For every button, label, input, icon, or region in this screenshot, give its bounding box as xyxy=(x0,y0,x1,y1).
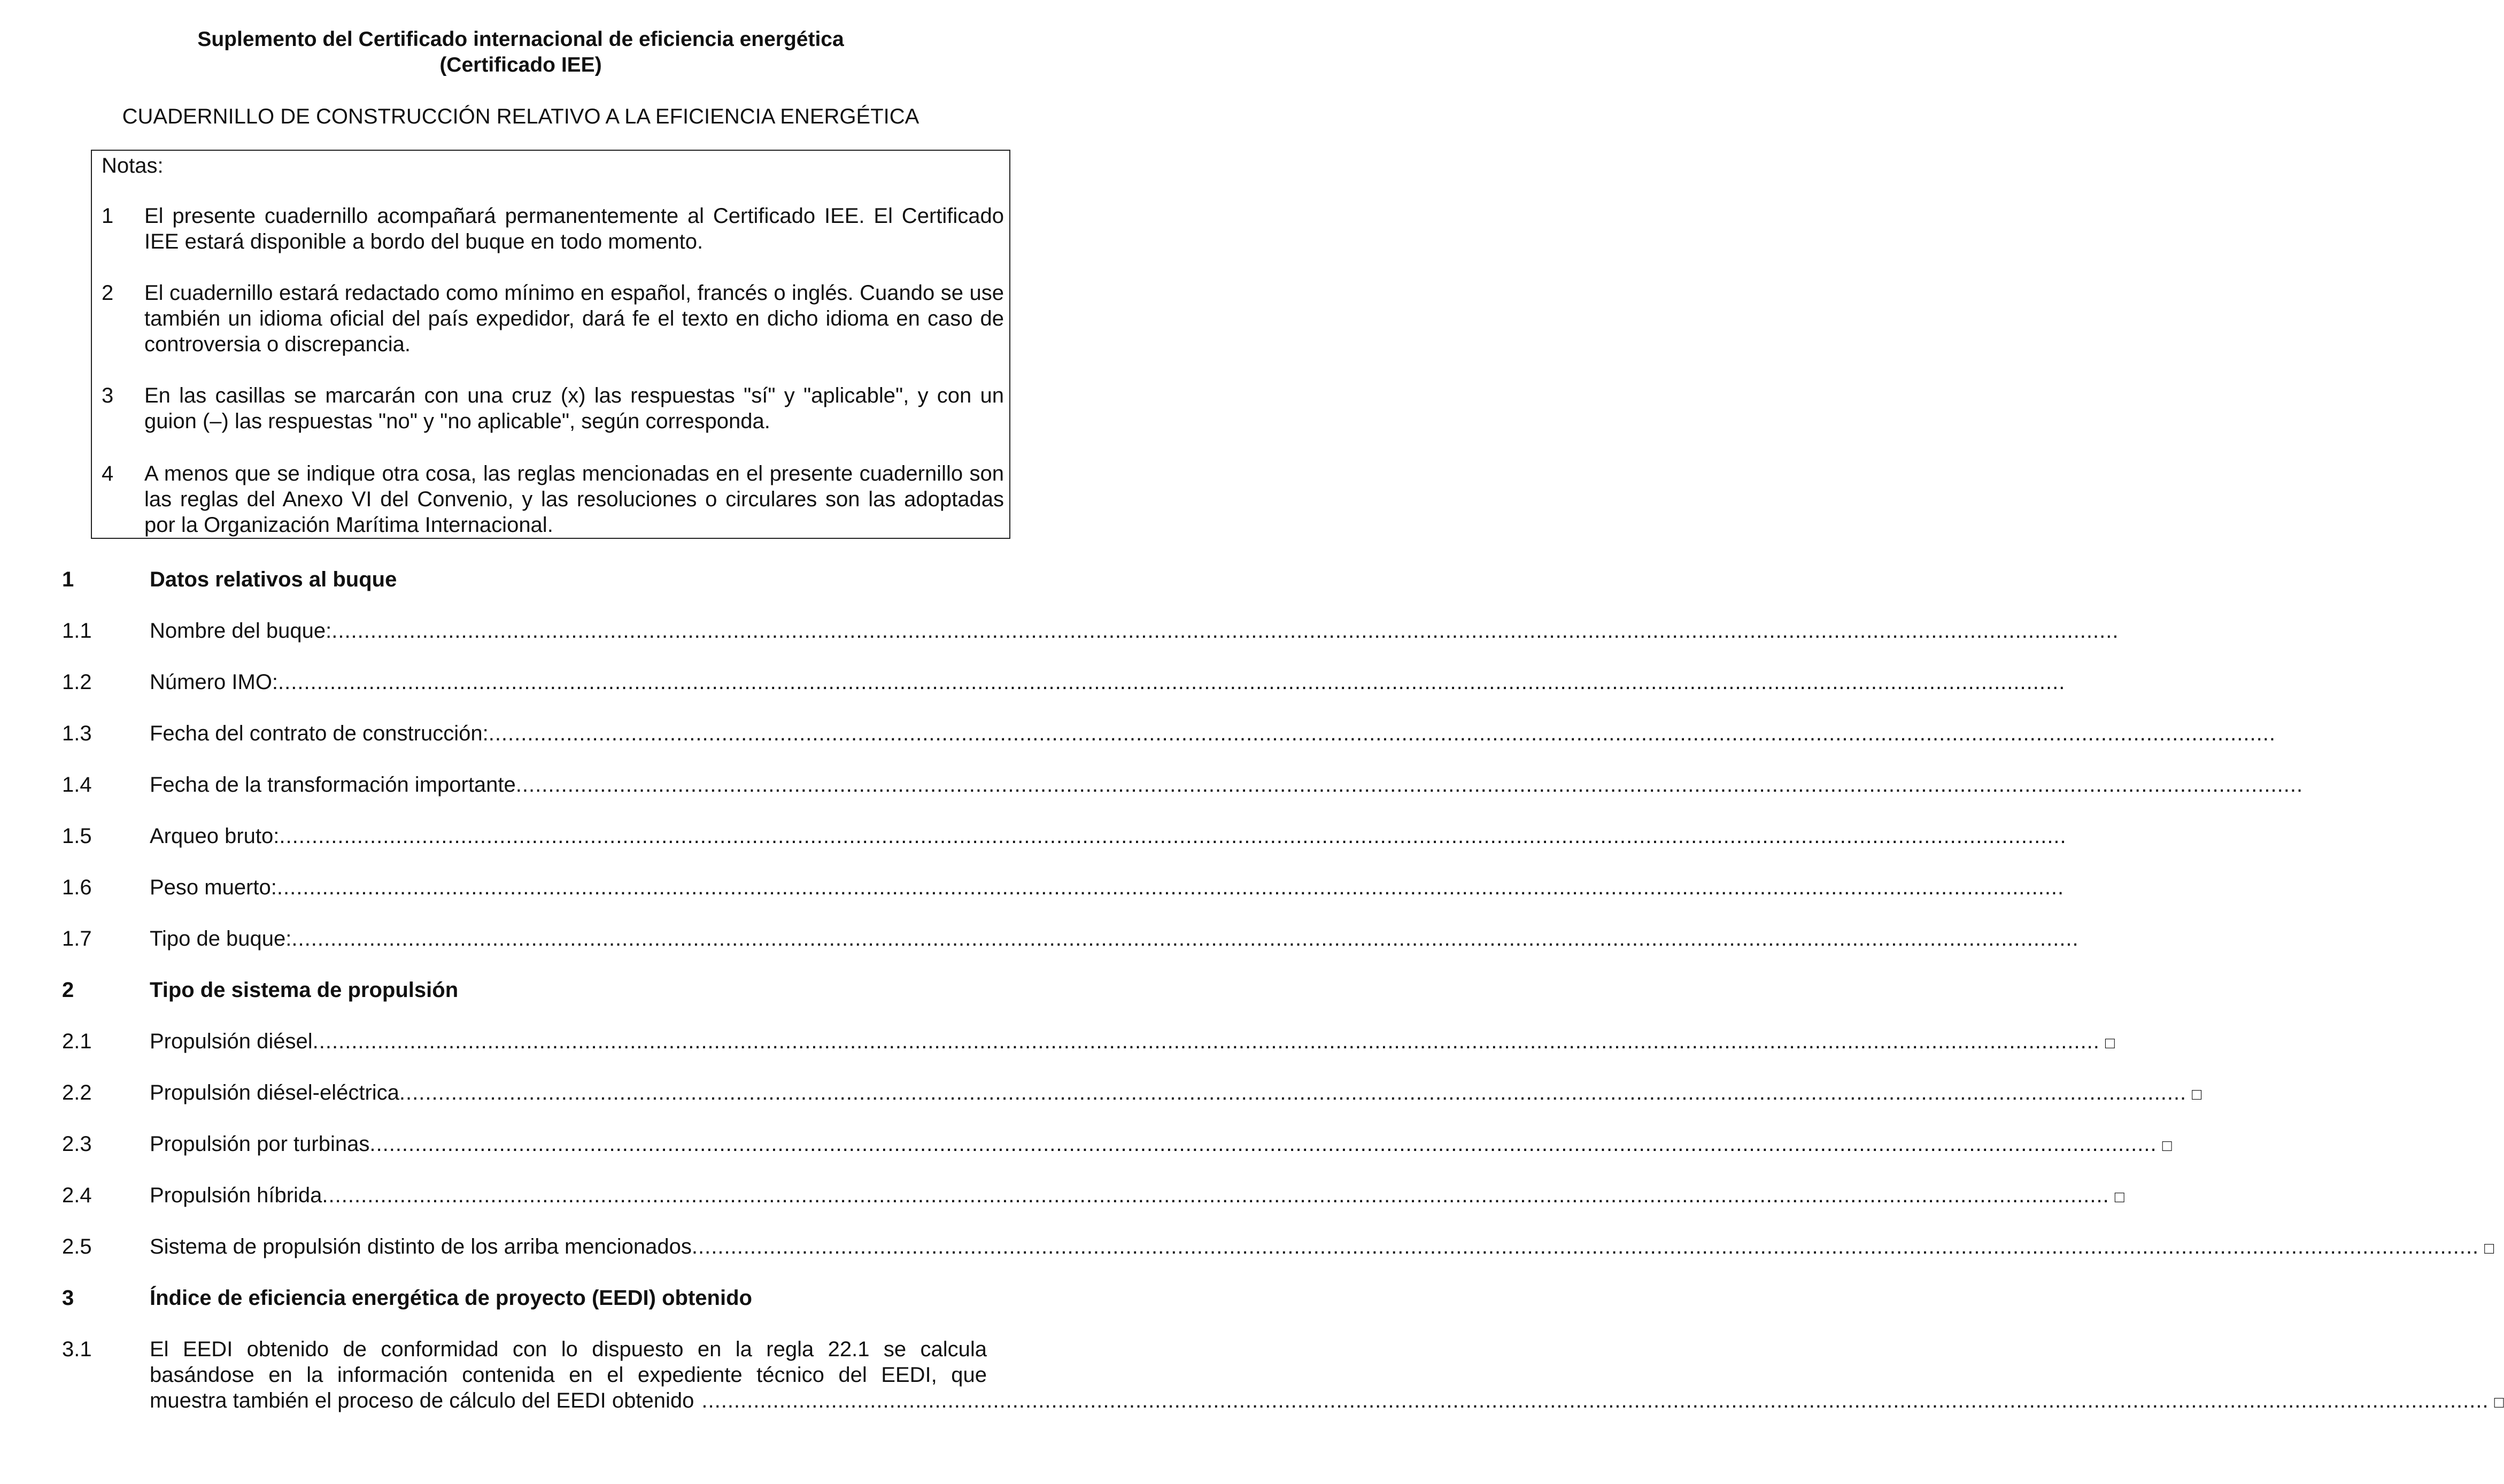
checkbox-row xyxy=(62,1181,2124,1209)
option-number: 2.2 xyxy=(62,1081,92,1104)
field-number: 1.5 xyxy=(62,824,92,848)
option-line xyxy=(150,1130,2172,1158)
option-line xyxy=(150,1181,2124,1209)
field-number: 1.6 xyxy=(62,876,92,899)
ship-name-field[interactable] xyxy=(150,617,2119,645)
dotted-leader: .................................................................................................................................................................................................................................................................................... xyxy=(515,773,2304,797)
dotted-leader: .................................................................................................................................................................................................................................................................................... xyxy=(399,1081,2187,1104)
option-number: 2.5 xyxy=(62,1235,92,1258)
option-label: Propulsión híbrida xyxy=(150,1184,322,1207)
checkbox[interactable]: □ xyxy=(2114,1188,2124,1206)
field-label: Fecha del contrato de construcción: xyxy=(150,722,489,745)
checkbox[interactable]: □ xyxy=(2192,1086,2202,1103)
section-heading xyxy=(62,1284,987,1312)
option-line xyxy=(150,1079,2202,1107)
option-label: Propulsión diésel-eléctrica xyxy=(150,1081,399,1104)
note-number: 3 xyxy=(102,384,114,407)
note-number: 4 xyxy=(102,462,114,485)
field-number: 1.3 xyxy=(62,722,92,745)
dotted-leader: .................................................................................................................................................................................................................................................................................... xyxy=(291,927,2079,950)
form-field-row xyxy=(62,617,2119,645)
field-number: 1.1 xyxy=(62,619,92,643)
dotted-leader: .................................................................................................................................................................................................................................................................................... xyxy=(312,1030,2100,1053)
field-label: Peso muerto: xyxy=(150,876,277,899)
notes-label: Notas: xyxy=(102,154,164,177)
field-label: Número IMO: xyxy=(150,670,279,694)
field-number: 1.4 xyxy=(62,773,92,797)
checkbox[interactable]: □ xyxy=(2162,1137,2172,1155)
dotted-leader: .................................................................................................................................................................................................................................................................................... xyxy=(278,670,2066,694)
field-label: Tipo de buque: xyxy=(150,927,292,950)
option-line xyxy=(150,1027,2115,1055)
gross-tonnage-field[interactable] xyxy=(150,822,2067,850)
document-title: Suplemento del Certificado internacional de eficiencia energética xyxy=(197,28,844,51)
form-field-row xyxy=(62,874,2065,901)
field-label: Arqueo bruto: xyxy=(150,824,280,848)
option-label: Propulsión diésel xyxy=(150,1030,313,1053)
note-text: El cuadernillo estará redactado como mínimo en español, francés o inglés. Cuando se use también un idioma oficial del país expedidor, dará fe el texto en dicho idioma en caso de controversia o discrepancia. xyxy=(144,281,1004,356)
checkbox-row xyxy=(62,1079,2202,1107)
field-number: 1.2 xyxy=(62,670,92,694)
text-line-with-checkbox xyxy=(150,1388,2504,1416)
item-text xyxy=(150,1336,2504,1416)
section-number: 2 xyxy=(62,978,74,1002)
checkbox[interactable]: □ xyxy=(2105,1034,2115,1052)
option-number: 2.4 xyxy=(62,1184,92,1207)
note-text: El presente cuadernillo acompañará permanentemente al Certificado IEE. El Certificado IEE estará disponible a bordo del buque en todo momento. xyxy=(144,204,1004,253)
section-heading xyxy=(62,566,987,593)
option-number: 2.1 xyxy=(62,1030,92,1053)
section-title: Índice de eficiencia energética de proyecto (EEDI) obtenido xyxy=(150,1286,752,1310)
text-line: basándose en la información contenida en el expediente técnico del EEDI, que xyxy=(150,1363,987,1387)
form-field-row xyxy=(62,771,2304,799)
dotted-leader: .................................................................................................................................................................................................................................................................................... xyxy=(488,722,2276,745)
note-number: 2 xyxy=(102,281,114,305)
checkbox[interactable]: □ xyxy=(2484,1240,2494,1257)
option-label: Sistema de propulsión distinto de los arriba mencionados xyxy=(150,1235,692,1258)
dotted-leader: .................................................................................................................................................................................................................................................................................... xyxy=(369,1132,2157,1156)
form-field-row xyxy=(62,822,2067,850)
field-number: 1.7 xyxy=(62,927,92,950)
dotted-leader: .................................................................................................................................................................................................................................................................................... xyxy=(276,876,2065,899)
form-field-row xyxy=(62,925,2079,953)
contract-date-field[interactable] xyxy=(150,720,2276,747)
text-line: muestra también el proceso de cálculo del EEDI obtenido xyxy=(150,1389,694,1412)
section-number: 3 xyxy=(62,1286,74,1310)
dotted-leader: .................................................................................................................................................................................................................................................................................... xyxy=(691,1235,2479,1258)
text-line: El EEDI obtenido de conformidad con lo dispuesto en la regla 22.1 se calcula xyxy=(150,1338,987,1361)
section-heading xyxy=(62,976,987,1004)
document-title-line2: (Certificado IEE) xyxy=(439,53,602,76)
checkbox-row xyxy=(62,1233,2494,1261)
dotted-leader: .................................................................................................................................................................................................................................................................................... xyxy=(279,824,2067,848)
option-number: 2.3 xyxy=(62,1132,92,1156)
section-title: Datos relativos al buque xyxy=(150,568,397,591)
note-text: A menos que se indique otra cosa, las reglas mencionadas en el presente cuadernillo son las reglas del Anexo VI del Convenio, y las resoluciones o circulares son las adoptadas por la Organización Marítima Internacional. xyxy=(144,462,1004,537)
section-number: 1 xyxy=(62,568,74,591)
conversion-date-field[interactable] xyxy=(150,771,2304,799)
note-number: 1 xyxy=(102,204,114,228)
deadweight-field[interactable] xyxy=(150,874,2065,901)
option-label: Propulsión por turbinas xyxy=(150,1132,370,1156)
dotted-leader: .................................................................................................................................................................................................................................................................................... xyxy=(331,619,2119,643)
checkbox-row xyxy=(62,1027,2115,1055)
form-field-row xyxy=(62,720,2276,747)
field-label: Nombre del buque: xyxy=(150,619,332,643)
document-subtitle: CUADERNILLO DE CONSTRUCCIÓN RELATIVO A LA EFICIENCIA ENERGÉTICA xyxy=(122,105,919,128)
dotted-leader: .................................................................................................................................................................................................................................................................................... xyxy=(322,1184,2109,1207)
section-title: Tipo de sistema de propulsión xyxy=(150,978,459,1002)
imo-number-field[interactable] xyxy=(150,668,2066,696)
checkbox[interactable]: □ xyxy=(2494,1394,2504,1411)
dotted-leader: .................................................................................................................................................................................................................................................................................... xyxy=(701,1389,2489,1412)
item-number: 3.1 xyxy=(62,1338,92,1361)
ship-type-field[interactable] xyxy=(150,925,2079,953)
note-text: En las casillas se marcarán con una cruz (x) las respuestas "sí" y "aplicable", y con un guion (–) las respuestas "no" y "no aplicable", según corresponda. xyxy=(144,384,1004,433)
form-field-row xyxy=(62,668,2066,696)
checkbox-row xyxy=(62,1130,2172,1158)
option-line xyxy=(150,1233,2494,1261)
field-label: Fecha de la transformación importante xyxy=(150,773,516,797)
